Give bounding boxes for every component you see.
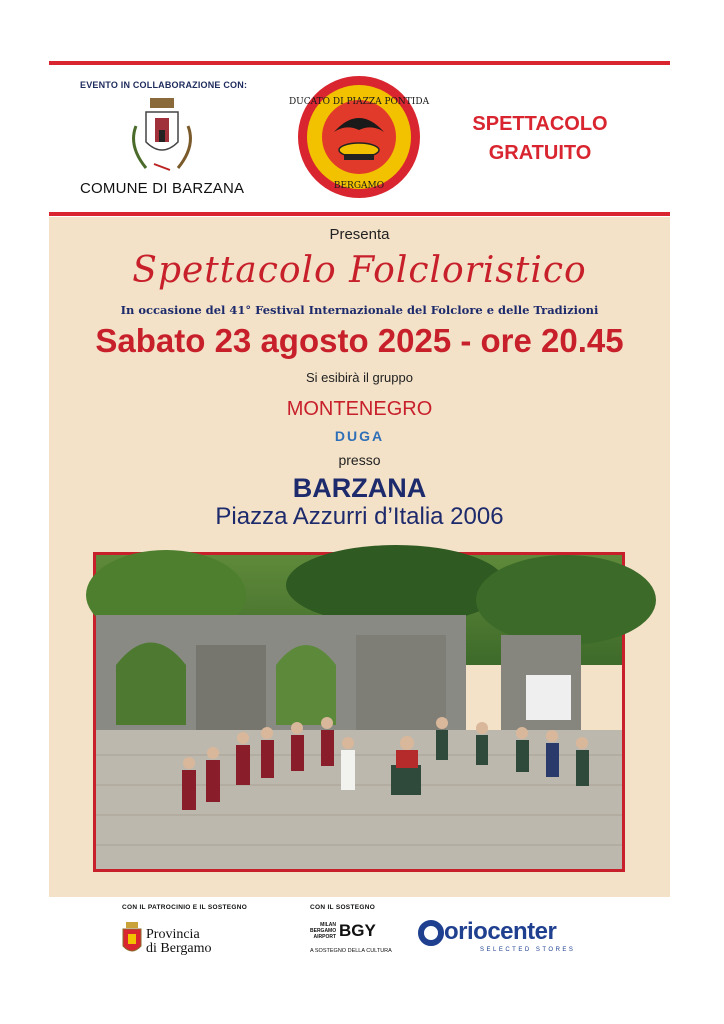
oriocenter-text: oriocenter (444, 918, 557, 945)
comune-di-barzana-label: COMUNE DI BARZANA (80, 180, 245, 197)
airport-small-text (310, 922, 336, 940)
patrocinio-label: CON IL PATROCINIO E IL SOSTEGNO (122, 904, 248, 911)
provincia-logo (146, 928, 211, 956)
oriocenter-logo (418, 918, 578, 958)
barzana-coat-of-arms-icon (126, 96, 198, 176)
occasion-text: In occasione del 41° Festival Internazionale del Folclore e delle Tradizioni (120, 303, 599, 317)
airport-small-3: AIRPORT (313, 934, 336, 940)
country-name: MONTENEGRO (286, 398, 433, 420)
airport-tagline: A SOSTEGNO DELLA CULTURA (310, 948, 392, 954)
provincia-line2: di Bergamo (146, 941, 212, 956)
provincia-line1: Provincia (146, 927, 200, 942)
gratuito-text: GRATUITO (488, 142, 592, 164)
airport-small-2: BERGAMO (310, 928, 337, 934)
performer-intro: Si esibirà il gruppo (306, 370, 413, 385)
folk-dance-illustration (96, 555, 622, 869)
oriocenter-o-icon (418, 920, 444, 946)
venue-name: Piazza Azzurri d’Italia 2006 (215, 503, 504, 530)
oriocenter-tagline: SELECTED STORES (480, 947, 576, 953)
folk-dance-photo (93, 552, 625, 872)
town-name: BARZANA (292, 473, 427, 503)
ducato-bottom-text: BERGAMO (333, 181, 385, 191)
provincia-coat-of-arms-icon (122, 922, 142, 956)
airport-code: BGY (339, 921, 376, 940)
presenta-text: Presenta (329, 226, 390, 243)
event-date: Sabato 23 agosto 2025 - ore 20.45 (95, 322, 624, 359)
spettacolo-text: SPETTACOLO (472, 113, 608, 135)
header-divider (49, 212, 670, 216)
ducato-piazza-pontida-seal (288, 74, 430, 200)
top-divider (49, 61, 670, 65)
airport-small-1: MILAN (320, 922, 336, 928)
presso-text: presso (338, 452, 381, 468)
ducato-top-text: DUCATO DI PIAZZA PONTIDA (288, 97, 430, 107)
sostegno-label: CON IL SOSTEGNO (310, 904, 376, 911)
event-title: Spettacolo Folcloristico (132, 250, 587, 291)
free-show-label (455, 110, 625, 168)
group-name: DUGA (334, 428, 385, 444)
collaboration-label: EVENTO IN COLLABORAZIONE CON: (80, 80, 248, 90)
